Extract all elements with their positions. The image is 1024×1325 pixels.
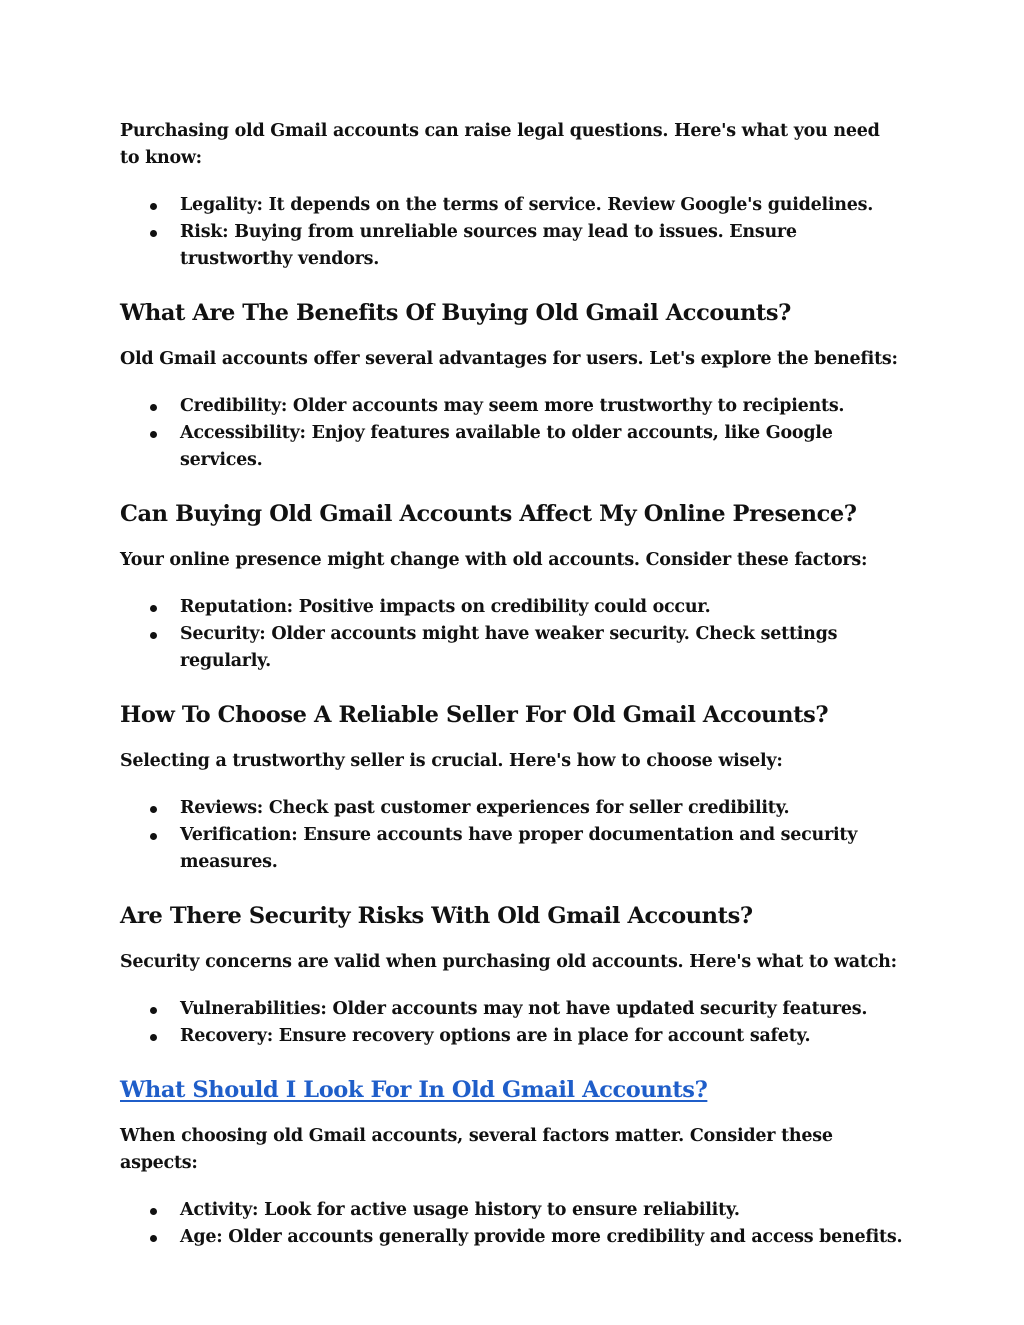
bullet-icon [150,632,157,639]
list-item: Risk: Buying from unreliable sources may lead to issues. Ensure trustworthy vendors. [180,219,904,273]
intro-paragraph: Purchasing old Gmail accounts can raise legal questions. Here's what you need to know: [120,121,880,168]
list-item: Verification: Ensure accounts have proper documentation and security measures. [180,822,904,876]
section-paragraph: When choosing old Gmail accounts, several factors matter. Consider these aspects: [120,1126,833,1173]
section-heading: How To Choose A Reliable Seller For Old Gmail Accounts? [120,702,829,728]
section-heading: What Are The Benefits Of Buying Old Gmail Accounts? [120,300,791,326]
section-paragraph: Old Gmail accounts offer several advantages for users. Let's explore the benefits: [120,349,898,369]
section-heading: Are There Security Risks With Old Gmail Accounts? [120,903,753,929]
section-heading-link-wrapper [120,1075,904,1105]
bullet-icon [150,230,157,237]
section-bullet-list [120,1197,904,1251]
bullet-icon [150,431,157,438]
section-bullet-list [120,393,904,474]
section-bullet-list [120,594,904,675]
list-item: Activity: Look for active usage history to ensure reliability. [180,1197,904,1224]
bullet-icon [150,1208,157,1215]
section-paragraph: Security concerns are valid when purchasing old accounts. Here's what to watch: [120,952,897,972]
bullet-icon [150,605,157,612]
bullet-icon [150,404,157,411]
section-heading: Can Buying Old Gmail Accounts Affect My Online Presence? [120,501,857,527]
list-item: Legality: It depends on the terms of service. Review Google's guidelines. [180,192,904,219]
list-item: Security: Older accounts might have weaker security. Check settings regularly. [180,621,904,675]
bullet-icon [150,203,157,210]
section-bullet-list [120,795,904,876]
section-heading-link[interactable]: What Should I Look For In Old Gmail Accounts? [120,1077,708,1103]
section-bullet-list [120,996,904,1050]
bullet-icon [150,806,157,813]
list-item: Recovery: Ensure recovery options are in place for account safety. [180,1023,904,1050]
list-item: Age: Older accounts generally provide more credibility and access benefits. [180,1224,904,1251]
intro-bullet-list [120,192,904,273]
section-paragraph: Selecting a trustworthy seller is crucial. Here's how to choose wisely: [120,751,783,771]
list-item: Reviews: Check past customer experiences for seller credibility. [180,795,904,822]
bullet-icon [150,1235,157,1242]
bullet-icon [150,1007,157,1014]
bullet-icon [150,1034,157,1041]
list-item: Credibility: Older accounts may seem more trustworthy to recipients. [180,393,904,420]
list-item: Vulnerabilities: Older accounts may not have updated security features. [180,996,904,1023]
list-item: Reputation: Positive impacts on credibility could occur. [180,594,904,621]
bullet-icon [150,833,157,840]
list-item: Accessibility: Enjoy features available to older accounts, like Google services. [180,420,904,474]
section-paragraph: Your online presence might change with old accounts. Consider these factors: [120,550,868,570]
